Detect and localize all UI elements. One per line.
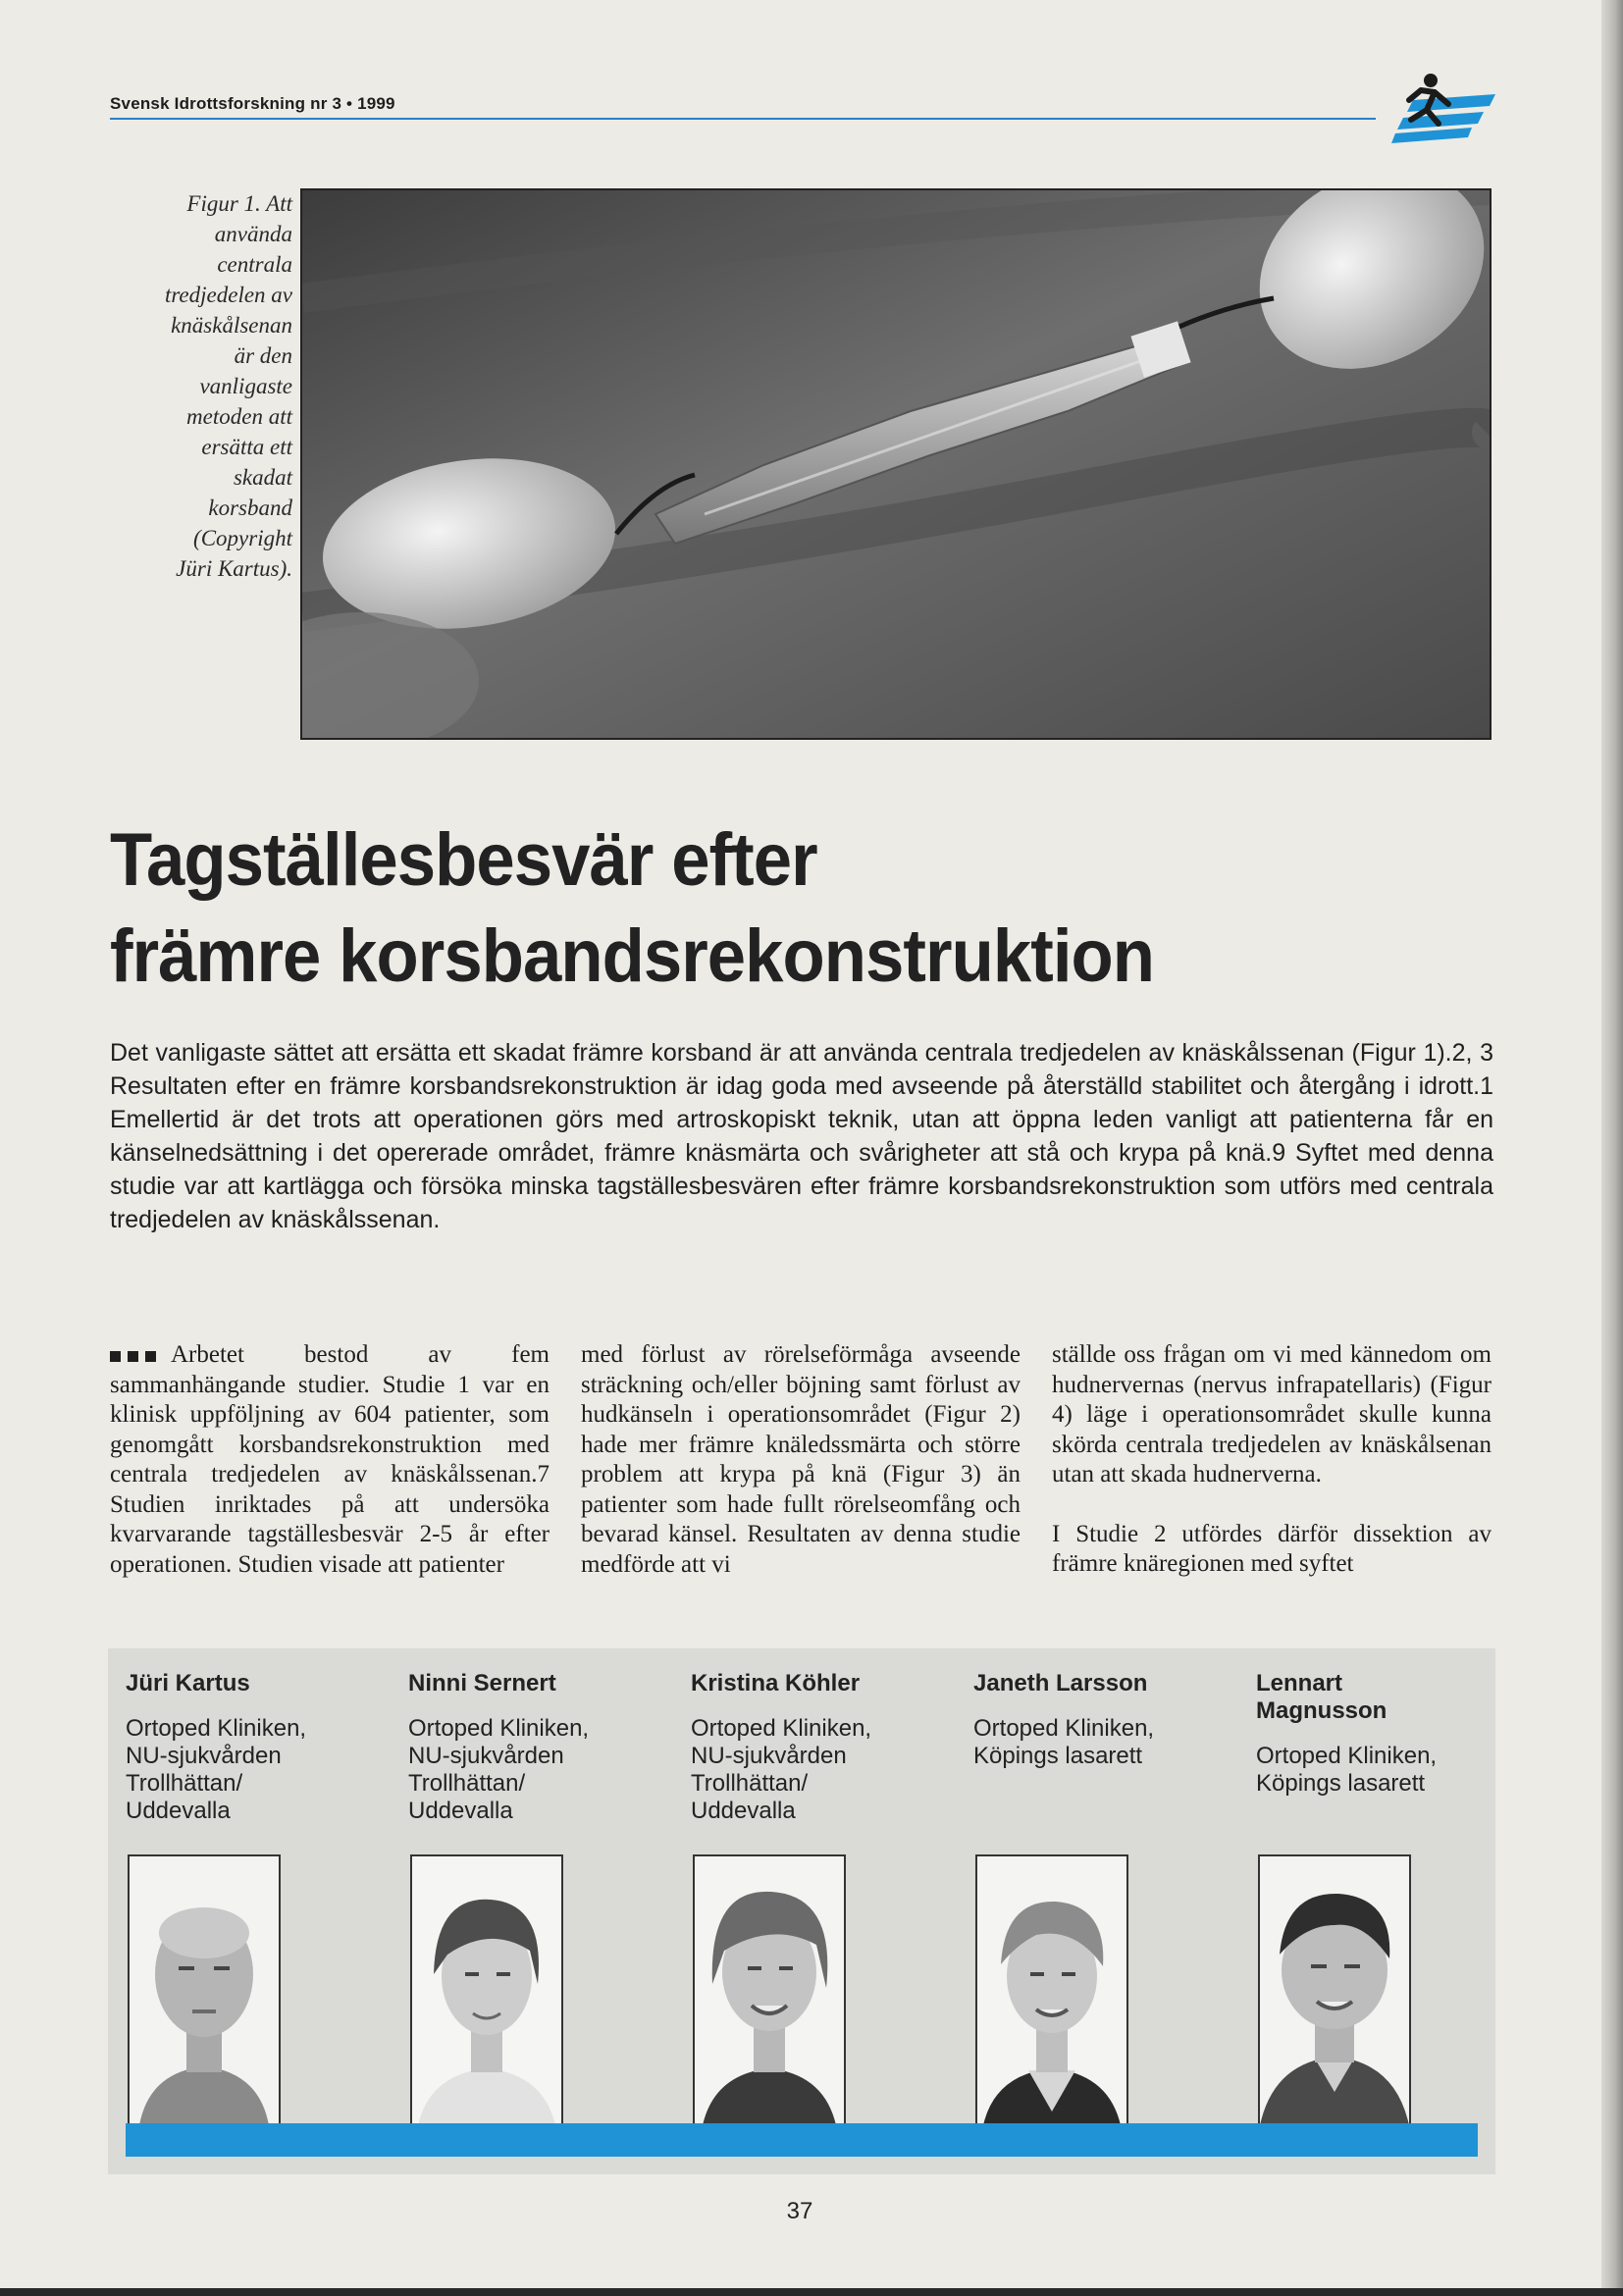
figure-label: Figur 1. <box>186 191 261 216</box>
article-title-line-1: Tagställesbesvär efter <box>110 818 817 902</box>
figure-caption <box>157 188 292 584</box>
scan-bottom-edge <box>0 2288 1623 2296</box>
author-card <box>973 1670 1199 1770</box>
body-column-1 <box>110 1340 550 1580</box>
article-title <box>110 812 1296 1005</box>
author-card <box>408 1670 634 1825</box>
body-column-2-text: med förlust av rörelseförmåga avseende sträckning och/eller böjning samt förlust av hudkänseln i operationsområdet (Figur 2) hade mer främre knäledssmärta och större problem att krypa på knä (Figur 3) än patienter som hade fullt rörelseomfång och bevarad känsel. Resultaten av denna studie medförde att vi <box>581 1341 1021 1578</box>
author-name: Ninni Sernert <box>408 1670 556 1696</box>
runner-logo-icon <box>1374 71 1495 145</box>
author-portrait <box>128 1854 281 2127</box>
page-number: 37 <box>786 2198 813 2224</box>
figure-caption-text: Att använda centrala tredjedelen av knäskålsenan är den vanligaste metoden att ersätta ett skadat korsband (Copyright Jüri Kartus). <box>164 191 292 581</box>
tendon-graft-photo <box>302 190 1490 738</box>
article-title-line-2: främre korsbandsrekonstruktion <box>110 914 1155 998</box>
author-affiliation: Ortoped Kliniken, NU-sjukvården Trollhättan/ Uddevalla <box>408 1715 590 1824</box>
author-affiliation: Ortoped Kliniken, NU-sjukvården Trollhättan/ Uddevalla <box>126 1715 307 1824</box>
page-edge <box>1601 0 1623 2296</box>
author-affiliation: Ortoped Kliniken, Köpings lasarett <box>1256 1743 1438 1797</box>
figure-photo-tendon-graft <box>300 188 1492 740</box>
body-column-1-text: Arbetet bestod av fem sammanhängande studier. Studie 1 var en klinisk uppföljning av 604 patienter, som genomgått korsbandsrekonstruktion med centrala tredjedelen av knäskålssenan.7 Studien inriktades på att undersöka kvarvarande tagställesbesvär 2-5 år efter operationen. Studien visade att patienter <box>110 1341 550 1578</box>
author-portrait <box>975 1854 1128 2127</box>
author-portrait <box>410 1854 563 2127</box>
decorative-blue-bar <box>126 2123 1478 2157</box>
author-card <box>1256 1670 1472 1798</box>
author-name: Kristina Köhler <box>691 1670 861 1696</box>
author-name: Lennart Magnusson <box>1256 1670 1387 1724</box>
article-intro: Det vanligaste sättet att ersätta ett skadat främre korsband är att använda centrala tredjedelen av knäskålssenan (Figur 1).2, 3 Resultaten efter en främre korsbandsrekonstruktion är idag goda med avseende på återställd stabilitet och återgång i idrott.1 Emellertid är det trots att operationen görs med artroskopiskt teknik, utan att öppna leden vanligt att patienterna får en känselnedsättning i det opererade området, främre knäsmärta och svårigheter att stå och krypa på knä.9 Syftet med denna studie var att kartlägga och försöka minska tagställesbesvären efter främre korsbandsrekonstruktion som utförs med centrala tredjedelen av knäskålssenan. <box>110 1039 1493 1233</box>
header-rule <box>110 118 1376 120</box>
body-column-3 <box>1052 1340 1492 1580</box>
body-column-3-paragraph-1: ställde oss frågan om vi med kännedom om hudnervernas (nervus infrapatellaris) (Figur 4) läge i operationsområdet skulle kunna skörda centrala tredjedelen av knäskålsenan utan att skada hudnerverna. <box>1052 1341 1492 1487</box>
author-portrait <box>1258 1854 1411 2127</box>
body-column-2 <box>581 1340 1021 1580</box>
author-name: Jüri Kartus <box>126 1670 250 1696</box>
body-column-3-paragraph-2: I Studie 2 utfördes därför dissektion av främre knäregionen med syftet <box>1052 1520 1492 1577</box>
author-portrait <box>693 1854 846 2127</box>
author-affiliation: Ortoped Kliniken, NU-sjukvården Trollhättan/ Uddevalla <box>691 1715 872 1824</box>
journal-header: Svensk Idrottsforskning nr 3 • 1999 <box>110 94 395 113</box>
author-card <box>691 1670 916 1825</box>
author-name: Janeth Larsson <box>973 1670 1148 1696</box>
section-marker-icon <box>110 1340 163 1371</box>
author-card <box>126 1670 351 1825</box>
authors-box <box>108 1648 1495 2174</box>
author-affiliation: Ortoped Kliniken, Köpings lasarett <box>973 1715 1155 1769</box>
